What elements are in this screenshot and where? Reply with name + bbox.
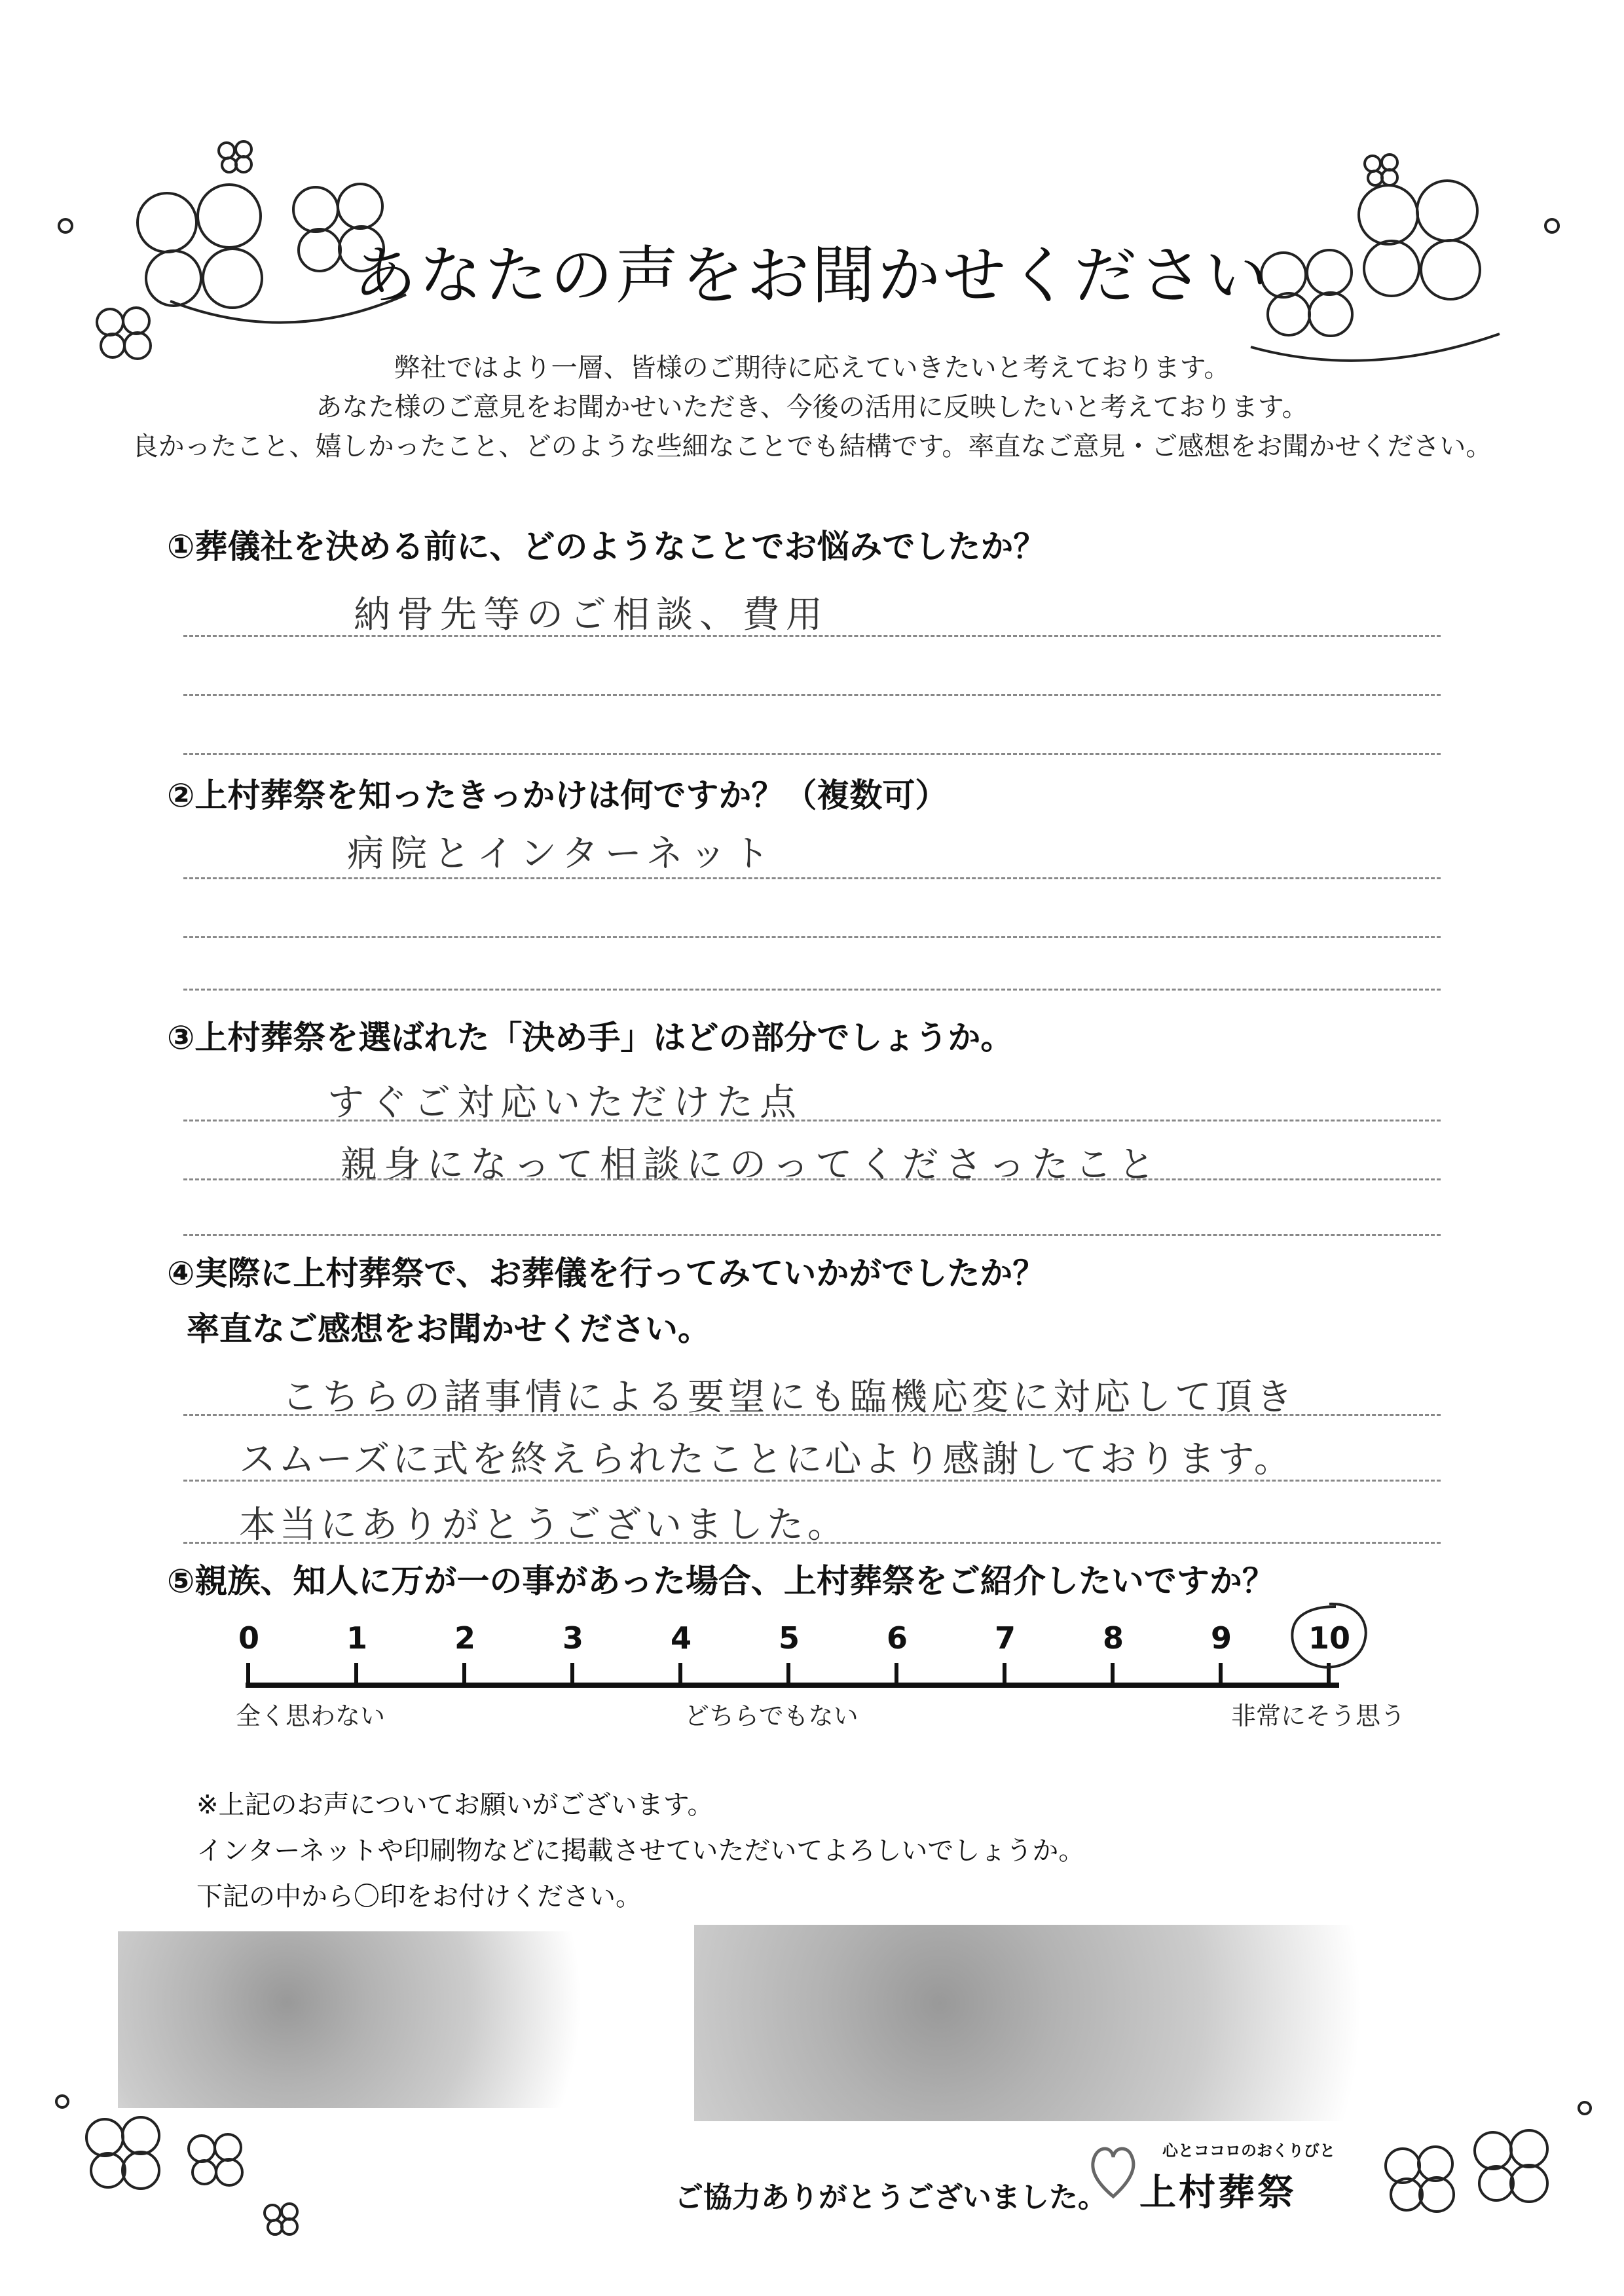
intro-line-2: あなた様のご意見をお聞かせいただき、今後の活用に反映したいと考えております。 bbox=[316, 392, 1308, 422]
question-4-answer-line-2: スムーズに式を終えられたことに心より感謝しております。 bbox=[239, 1438, 1293, 1481]
answer-line bbox=[183, 1414, 1441, 1416]
scale-tick bbox=[786, 1663, 790, 1686]
question-2-label: ②上村葬祭を知ったきっかけは何ですか？（複数可） bbox=[167, 776, 948, 814]
answer-line bbox=[183, 1120, 1441, 1121]
question-3-label: ③上村葬祭を選ばれた「決め手」はどの部分でしょうか。 bbox=[167, 1019, 1014, 1057]
scale-label-1[interactable]: 1 bbox=[346, 1620, 367, 1656]
scale-caption-low: 全く思わない bbox=[236, 1702, 386, 1730]
question-4-label-line-2: 率直なご感想をお聞かせください。 bbox=[187, 1310, 710, 1348]
note-line-3: 下記の中から〇印をお付けください。 bbox=[196, 1882, 642, 1912]
answer-line bbox=[183, 635, 1441, 637]
scale-label-4[interactable]: 4 bbox=[670, 1620, 692, 1656]
heart-logo-icon bbox=[1087, 2138, 1139, 2203]
scale-label-9[interactable]: 9 bbox=[1210, 1620, 1232, 1656]
scale-label-5[interactable]: 5 bbox=[778, 1620, 800, 1656]
scale-label-7[interactable]: 7 bbox=[994, 1620, 1016, 1656]
selected-value-circle bbox=[1283, 1597, 1375, 1676]
question-4-label-line-1: ④実際に上村葬祭で、お葬儀を行ってみていかがでしたか？ bbox=[167, 1254, 1046, 1292]
question-3-answer-line-1: すぐご対応いただけた点 bbox=[327, 1082, 803, 1124]
answer-line bbox=[183, 877, 1441, 879]
scale-tick bbox=[462, 1663, 466, 1686]
answer-line bbox=[183, 936, 1441, 938]
scale-tick bbox=[354, 1663, 358, 1686]
intro-line-3: 良かったこと、嬉しかったこと、どのような些細なことでも結構です。率直なご意見・ご感想をお聞かせください。 bbox=[132, 431, 1492, 462]
brand-name: 上村葬祭 bbox=[1139, 2172, 1297, 2214]
scale-tick bbox=[246, 1663, 250, 1686]
question-1-answer: 納骨先等のご相談、費用 bbox=[354, 594, 829, 636]
scale-line bbox=[246, 1683, 1339, 1688]
answer-line bbox=[183, 989, 1441, 991]
brand-tagline: 心とココロのおくりびと bbox=[1162, 2141, 1335, 2160]
scale-label-2[interactable]: 2 bbox=[454, 1620, 475, 1656]
answer-line bbox=[183, 694, 1441, 696]
note-line-2: インターネットや印刷物などに掲載させていただいてよろしいでしょうか。 bbox=[196, 1836, 1085, 1866]
answer-line bbox=[183, 753, 1441, 755]
scale-tick bbox=[895, 1663, 898, 1686]
scale-tick bbox=[678, 1663, 682, 1686]
question-1-label: ①葬儀社を決める前に、どのようなことでお悩みでしたか？ bbox=[167, 528, 1046, 566]
clover-decoration-bottom-left bbox=[52, 2075, 327, 2272]
page-title: あなたの声をお聞かせください bbox=[354, 239, 1270, 312]
question-2-answer: 病院とインターネット bbox=[347, 833, 776, 875]
clover-decoration-bottom-right bbox=[1349, 2082, 1598, 2278]
thanks-message: ご協力ありがとうございました。 bbox=[674, 2181, 1107, 2214]
question-3-answer-line-2: 親身になって相談にのってくださったこと bbox=[341, 1144, 1162, 1186]
scale-label-8[interactable]: 8 bbox=[1102, 1620, 1124, 1656]
scale-label-6[interactable]: 6 bbox=[886, 1620, 908, 1656]
scale-tick bbox=[1219, 1663, 1223, 1686]
scale-tick bbox=[1111, 1663, 1115, 1686]
scale-tick bbox=[570, 1663, 574, 1686]
answer-line bbox=[183, 1480, 1441, 1482]
scale-label-3[interactable]: 3 bbox=[562, 1620, 583, 1656]
answer-line bbox=[183, 1542, 1441, 1544]
note-line-1: ※上記のお声についてお願いがございます。 bbox=[196, 1790, 714, 1820]
scale-label-0[interactable]: 0 bbox=[238, 1620, 259, 1656]
scale-caption-high: 非常にそう思う bbox=[1231, 1702, 1406, 1730]
question-4-answer-line-3: 本当にありがとうございました。 bbox=[239, 1504, 848, 1546]
answer-line bbox=[183, 1178, 1441, 1180]
question-4-answer-line-1: こちらの諸事情による要望にも臨機応変に対応して頂き bbox=[282, 1376, 1297, 1419]
answer-line bbox=[183, 1234, 1441, 1236]
question-5-label: ⑤親族、知人に万が一の事があった場合、上村葬祭をご紹介したいですか？ bbox=[167, 1562, 1275, 1600]
scale-caption-mid: どちらでもない bbox=[684, 1702, 858, 1730]
intro-line-1: 弊社ではより一層、皆様のご期待に応えていきたいと考えております。 bbox=[394, 353, 1230, 383]
scale-tick bbox=[1003, 1663, 1006, 1686]
scale-label-10[interactable]: 10 bbox=[1308, 1620, 1350, 1656]
